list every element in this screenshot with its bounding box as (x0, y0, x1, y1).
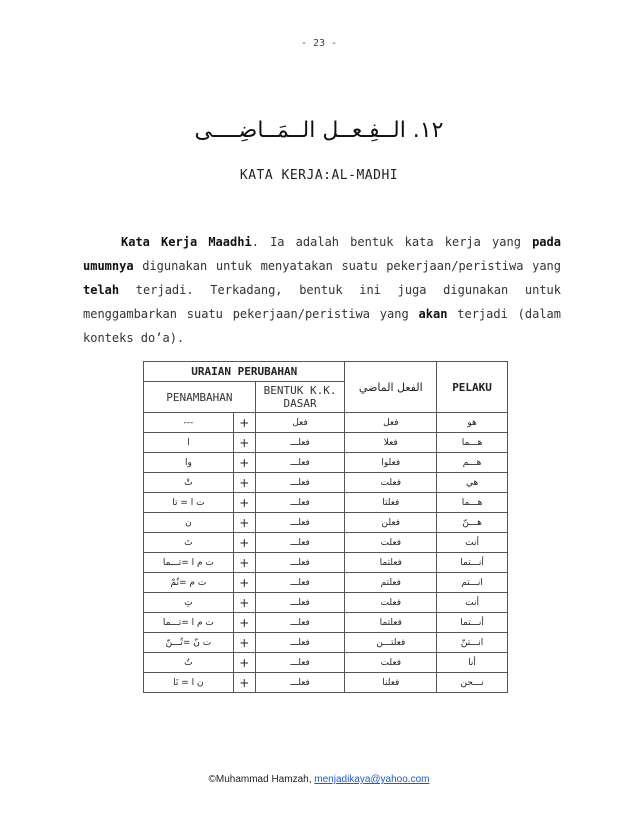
table-row (144, 493, 508, 513)
table-row (144, 573, 508, 593)
pelaku-cell: هي (437, 473, 508, 493)
fiil-madhi-cell: فعلا (345, 433, 437, 453)
header-bentuk-dasar: BENTUK K.K. DASAR (255, 382, 345, 413)
pelaku-cell: هـــم (437, 453, 508, 473)
table-row (144, 513, 508, 533)
table-row (144, 613, 508, 633)
pelaku-cell: هو (437, 413, 508, 433)
plus-sign: + (233, 653, 255, 673)
bentuk-dasar-cell: فعلـــ (255, 553, 345, 573)
plus-sign: + (233, 513, 255, 533)
penambahan-cell: ت م =تُمْ (144, 573, 234, 593)
pelaku-cell: هـــما (437, 433, 508, 453)
penambahan-cell: ت م ا =تـــما (144, 553, 234, 573)
plus-sign: + (233, 413, 255, 433)
conjugation-table-body (144, 413, 508, 693)
plus-sign: + (233, 573, 255, 593)
penambahan-cell: تُ (144, 653, 234, 673)
para-text-3: terjadi. Terkadang, bentuk ini juga digunakan untuk menggambarkan suatu pekerjaan/peristiwa yang (83, 283, 561, 321)
term-bold: Kata Kerja Maadhi (121, 235, 252, 249)
intro-paragraph (83, 230, 561, 350)
table-row (144, 553, 508, 573)
arabic-title: ١٢. الــفِـعــل الــمَــاضِــــى (194, 118, 444, 143)
pelaku-cell: أنت (437, 593, 508, 613)
plus-sign: + (233, 533, 255, 553)
plus-sign: + (233, 493, 255, 513)
penambahan-cell: --- (144, 413, 234, 433)
table-row (144, 653, 508, 673)
penambahan-cell: ت م ا =تـــما (144, 613, 234, 633)
fiil-madhi-cell: فعل (345, 413, 437, 433)
plus-sign: + (233, 433, 255, 453)
fiil-madhi-cell: فعلت (345, 533, 437, 553)
emphasis-pada-umumnya: pada umumnya (83, 235, 561, 273)
bentuk-dasar-cell: فعلـــ (255, 653, 345, 673)
pelaku-cell: أنـــتما (437, 613, 508, 633)
penambahan-cell: وا (144, 453, 234, 473)
penambahan-cell: ت نّ =تُـــنّ (144, 633, 234, 653)
bentuk-dasar-cell: فعلـــ (255, 433, 345, 453)
pelaku-cell: أنـــتما (437, 553, 508, 573)
bentuk-dasar-cell: فعلـــ (255, 673, 345, 693)
bentuk-dasar-cell: فعلـــ (255, 453, 345, 473)
header-penambahan: PENAMBAHAN (144, 382, 256, 413)
bentuk-dasar-cell: فعلـــ (255, 493, 345, 513)
plus-sign: + (233, 633, 255, 653)
fiil-madhi-cell: فعلتم (345, 573, 437, 593)
bentuk-dasar-cell: فعل (255, 413, 345, 433)
pelaku-cell: أنا (437, 653, 508, 673)
pelaku-cell: انـــتم (437, 573, 508, 593)
plus-sign: + (233, 613, 255, 633)
para-text-2: digunakan untuk menyatakan suatu pekerjaan/peristiwa yang (133, 259, 561, 273)
bentuk-dasar-cell: فعلـــ (255, 533, 345, 553)
plus-sign: + (233, 553, 255, 573)
table-row (144, 453, 508, 473)
fiil-madhi-cell: فعلن (345, 513, 437, 533)
bentuk-dasar-cell: فعلـــ (255, 473, 345, 493)
pelaku-cell: انـــتنّ (437, 633, 508, 653)
footer-email-link[interactable]: menjadikaya@yahoo.com (314, 774, 430, 785)
penambahan-cell: تِ (144, 593, 234, 613)
pelaku-cell: هـــما (437, 493, 508, 513)
table-row (144, 473, 508, 493)
para-text-1: . Ia adalah bentuk kata kerja yang (251, 235, 533, 249)
header-fiil-madhi: الفعل الماضي (345, 362, 437, 413)
conjugation-table (143, 361, 508, 693)
emphasis-akan: akan (418, 307, 448, 321)
bentuk-dasar-cell: فعلـــ (255, 593, 345, 613)
pelaku-cell: أنت (437, 533, 508, 553)
fiil-madhi-cell: فعلوا (345, 453, 437, 473)
fiil-madhi-cell: فعلتا (345, 493, 437, 513)
penambahan-cell: تَ (144, 533, 234, 553)
bentuk-dasar-cell: فعلـــ (255, 633, 345, 653)
penambahan-cell: ا (144, 433, 234, 453)
table-row (144, 533, 508, 553)
bentuk-dasar-cell: فعلـــ (255, 613, 345, 633)
plus-sign: + (233, 453, 255, 473)
emphasis-telah: telah (83, 283, 120, 297)
plus-sign: + (233, 473, 255, 493)
header-pelaku: PELAKU (437, 362, 508, 413)
fiil-madhi-cell: فعلنا (345, 673, 437, 693)
table-row (144, 433, 508, 453)
footer-copyright: ©Muhammad Hamzah, (208, 774, 315, 785)
plus-sign: + (233, 593, 255, 613)
pelaku-cell: هـــنّ (437, 513, 508, 533)
fiil-madhi-cell: فعلتما (345, 553, 437, 573)
penambahan-cell: ت ا = تا (144, 493, 234, 513)
penambahan-cell: ن (144, 513, 234, 533)
fiil-madhi-cell: فعلت (345, 473, 437, 493)
table-row (144, 673, 508, 693)
fiil-madhi-cell: فعلتما (345, 613, 437, 633)
plus-sign: + (233, 673, 255, 693)
page-number: - 23 - (300, 38, 338, 49)
penambahan-cell: تْ (144, 473, 234, 493)
subtitle: KATA KERJA:AL-MADHI (239, 168, 399, 183)
table-row (144, 633, 508, 653)
penambahan-cell: ن ا = نَا (144, 673, 234, 693)
table-row (144, 413, 508, 433)
fiil-madhi-cell: فعلتـــن (345, 633, 437, 653)
footer (0, 774, 638, 785)
bentuk-dasar-cell: فعلـــ (255, 573, 345, 593)
fiil-madhi-cell: فعلت (345, 653, 437, 673)
para-text-4: terjadi (dalam konteks do’a). (83, 307, 561, 345)
fiil-madhi-cell: فعلت (345, 593, 437, 613)
header-uraian-perubahan: URAIAN PERUBAHAN (144, 362, 345, 382)
pelaku-cell: نـــحن (437, 673, 508, 693)
bentuk-dasar-cell: فعلـــ (255, 513, 345, 533)
table-row (144, 593, 508, 613)
